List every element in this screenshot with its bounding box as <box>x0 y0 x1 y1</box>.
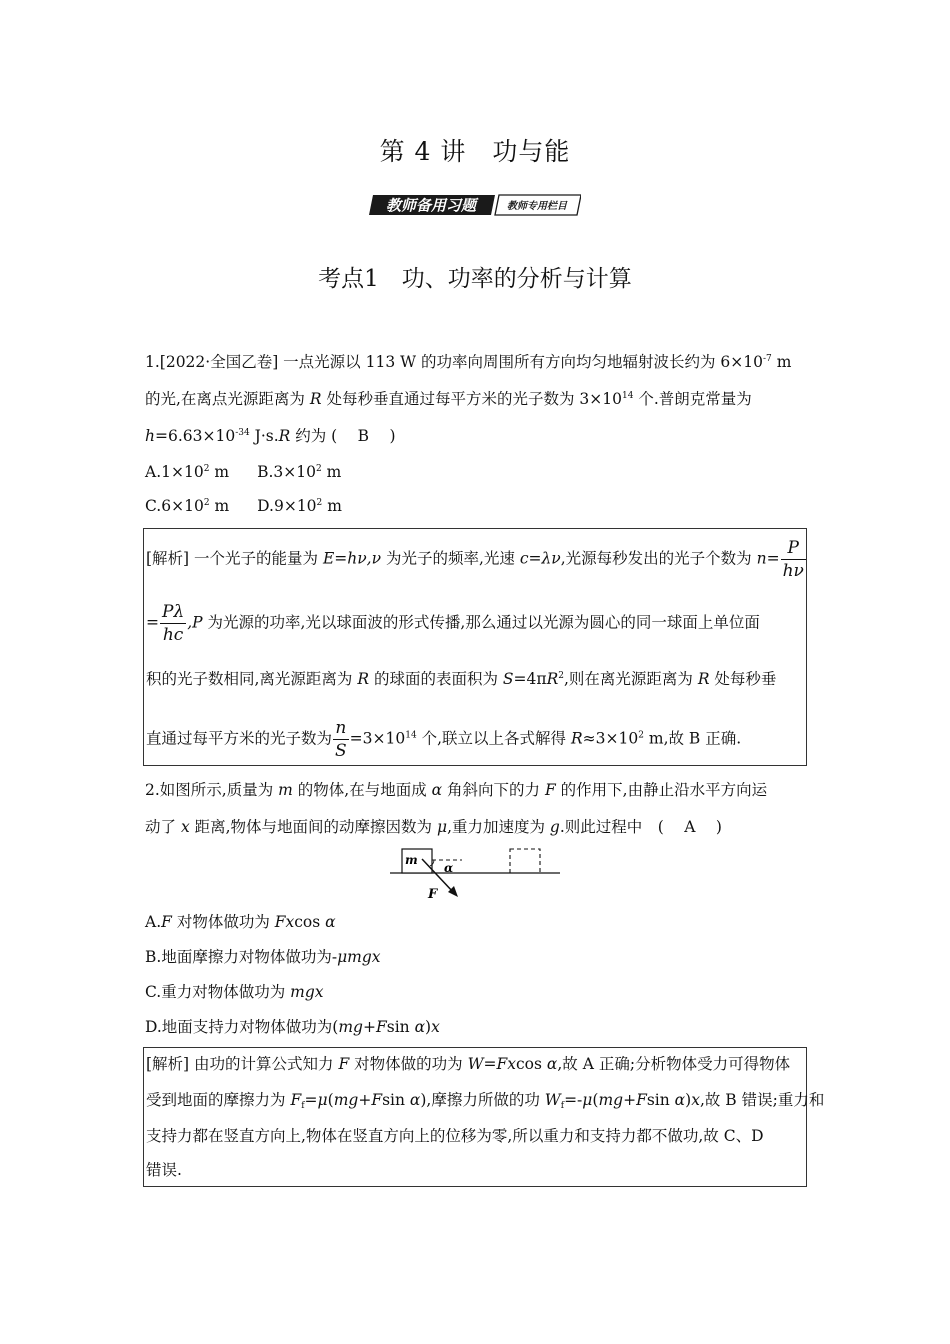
a2-line-3: 支持力都在竖直方向上,物体在竖直方向上的位移为零,所以重力和支持力都不做功,故 C、D <box>146 1127 764 1145</box>
q2-analysis-box <box>143 1047 825 1187</box>
diagram-angle-label: α <box>444 861 454 875</box>
a2-line-4: 错误. <box>146 1161 182 1179</box>
q1-option-d: $D.9\times 10^2$ m <box>257 497 342 515</box>
fraction-p-over-hv: $\frac{P}{h\nu}$ <box>782 538 804 581</box>
q1-options-cd <box>145 496 342 516</box>
q2-option-a: A.F 对物体做功为 Fxcos α <box>145 913 336 931</box>
a2-line-2: 受到地面的摩擦力为 $F_f=\mu(mg+Fsin$ α),摩擦力所做的功 $W_f=-\mu(mg+Fsin$ α)x,故 B 错误;重力和 <box>146 1091 825 1111</box>
q2-line-1: 2.如图所示,质量为 m 的物体,在与地面成 α 角斜向下的力 F 的作用下,由静止沿水平方向运 <box>145 781 768 799</box>
teacher-banner <box>369 192 581 218</box>
fraction-n-over-s: $\frac{n}{S}$ <box>335 718 347 761</box>
lecture-title: 第 4 讲 功与能 <box>379 137 571 166</box>
force-diagram <box>388 845 563 903</box>
q1-analysis-box <box>143 528 807 766</box>
banner-tag-text: 教师专用栏目 <box>507 201 567 212</box>
q2-option-b: B.地面摩擦力对物体做功为-μmgx <box>145 948 381 966</box>
q1-option-a: $A.1\times 10^2$ m <box>145 463 230 481</box>
q1-options-ab <box>145 462 341 482</box>
q1-line-2: 的光,在离点光源距离为 R 处每秒垂直通过每平方米的光子数为 $3\times 10^{14}$ 个.普朗克常量为 <box>145 390 752 408</box>
a1-line-1: [解析] 一个光子的能量为 E=hν,ν 为光子的频率,光速 c=λν,光源每秒发出的光子个数为 n= $\frac{P}{h\nu}$ <box>146 538 804 581</box>
fraction-plambda-over-hc: $\frac{P\lambda}{hc}$ <box>162 602 185 645</box>
a1-line-3: 积的光子数相同,离光源距离为 R 的球面的表面积为 $S=4\pi R^2$,则在离光源距离为 R 处每秒垂 <box>146 670 777 688</box>
banner-main-text: 教师备用习题 <box>385 196 477 215</box>
q2-option-d: D.地面支持力对物体做功为(mg+Fsin α)x <box>145 1018 440 1036</box>
diagram-mass-label: m <box>405 853 418 867</box>
diagram-force-label: F <box>428 887 438 902</box>
a1-line-2: = $\frac{P\lambda}{hc}$ ,P 为光源的功率,光以球面波的形式传播,那么通过以光源为圆心的同一球面上单位面 <box>146 602 760 645</box>
section-title: 考点1 功、功率的分析与计算 <box>318 266 632 292</box>
a1-line-4: 直通过每平方米的光子数为 $\frac{n}{S}$ $=3\times 10^{14}$ 个,联立以上各式解得 $R\approx 3\times 10^2$ m,故 B 正确. <box>146 718 742 761</box>
q1-option-c: $C.6\times 10^2$ m <box>145 497 230 515</box>
a2-line-1: [解析] 由功的计算公式知力 F 对物体做的功为 W=Fxcos α,故 A 正确;分析物体受力可得物体 <box>146 1055 791 1073</box>
q2-option-c: C.重力对物体做功为 mgx <box>145 983 324 1001</box>
q2-line-2: 动了 x 距离,物体与地面间的动摩擦因数为 μ,重力加速度为 g.则此过程中 ( A ) <box>145 818 722 836</box>
q1-option-b: $B.3\times 10^2$ m <box>257 463 342 481</box>
q1-line-1: 1.[2022·全国乙卷] 一点光源以 113 W 的功率向周围所有方向均匀地辐射波长约为 $6\times 10^{-7}$ m <box>145 353 792 371</box>
block-end <box>510 849 540 873</box>
q1-line-3: $h=6.63\times 10^{-34}$ J·s.R 约为 ( B ) <box>145 427 396 445</box>
